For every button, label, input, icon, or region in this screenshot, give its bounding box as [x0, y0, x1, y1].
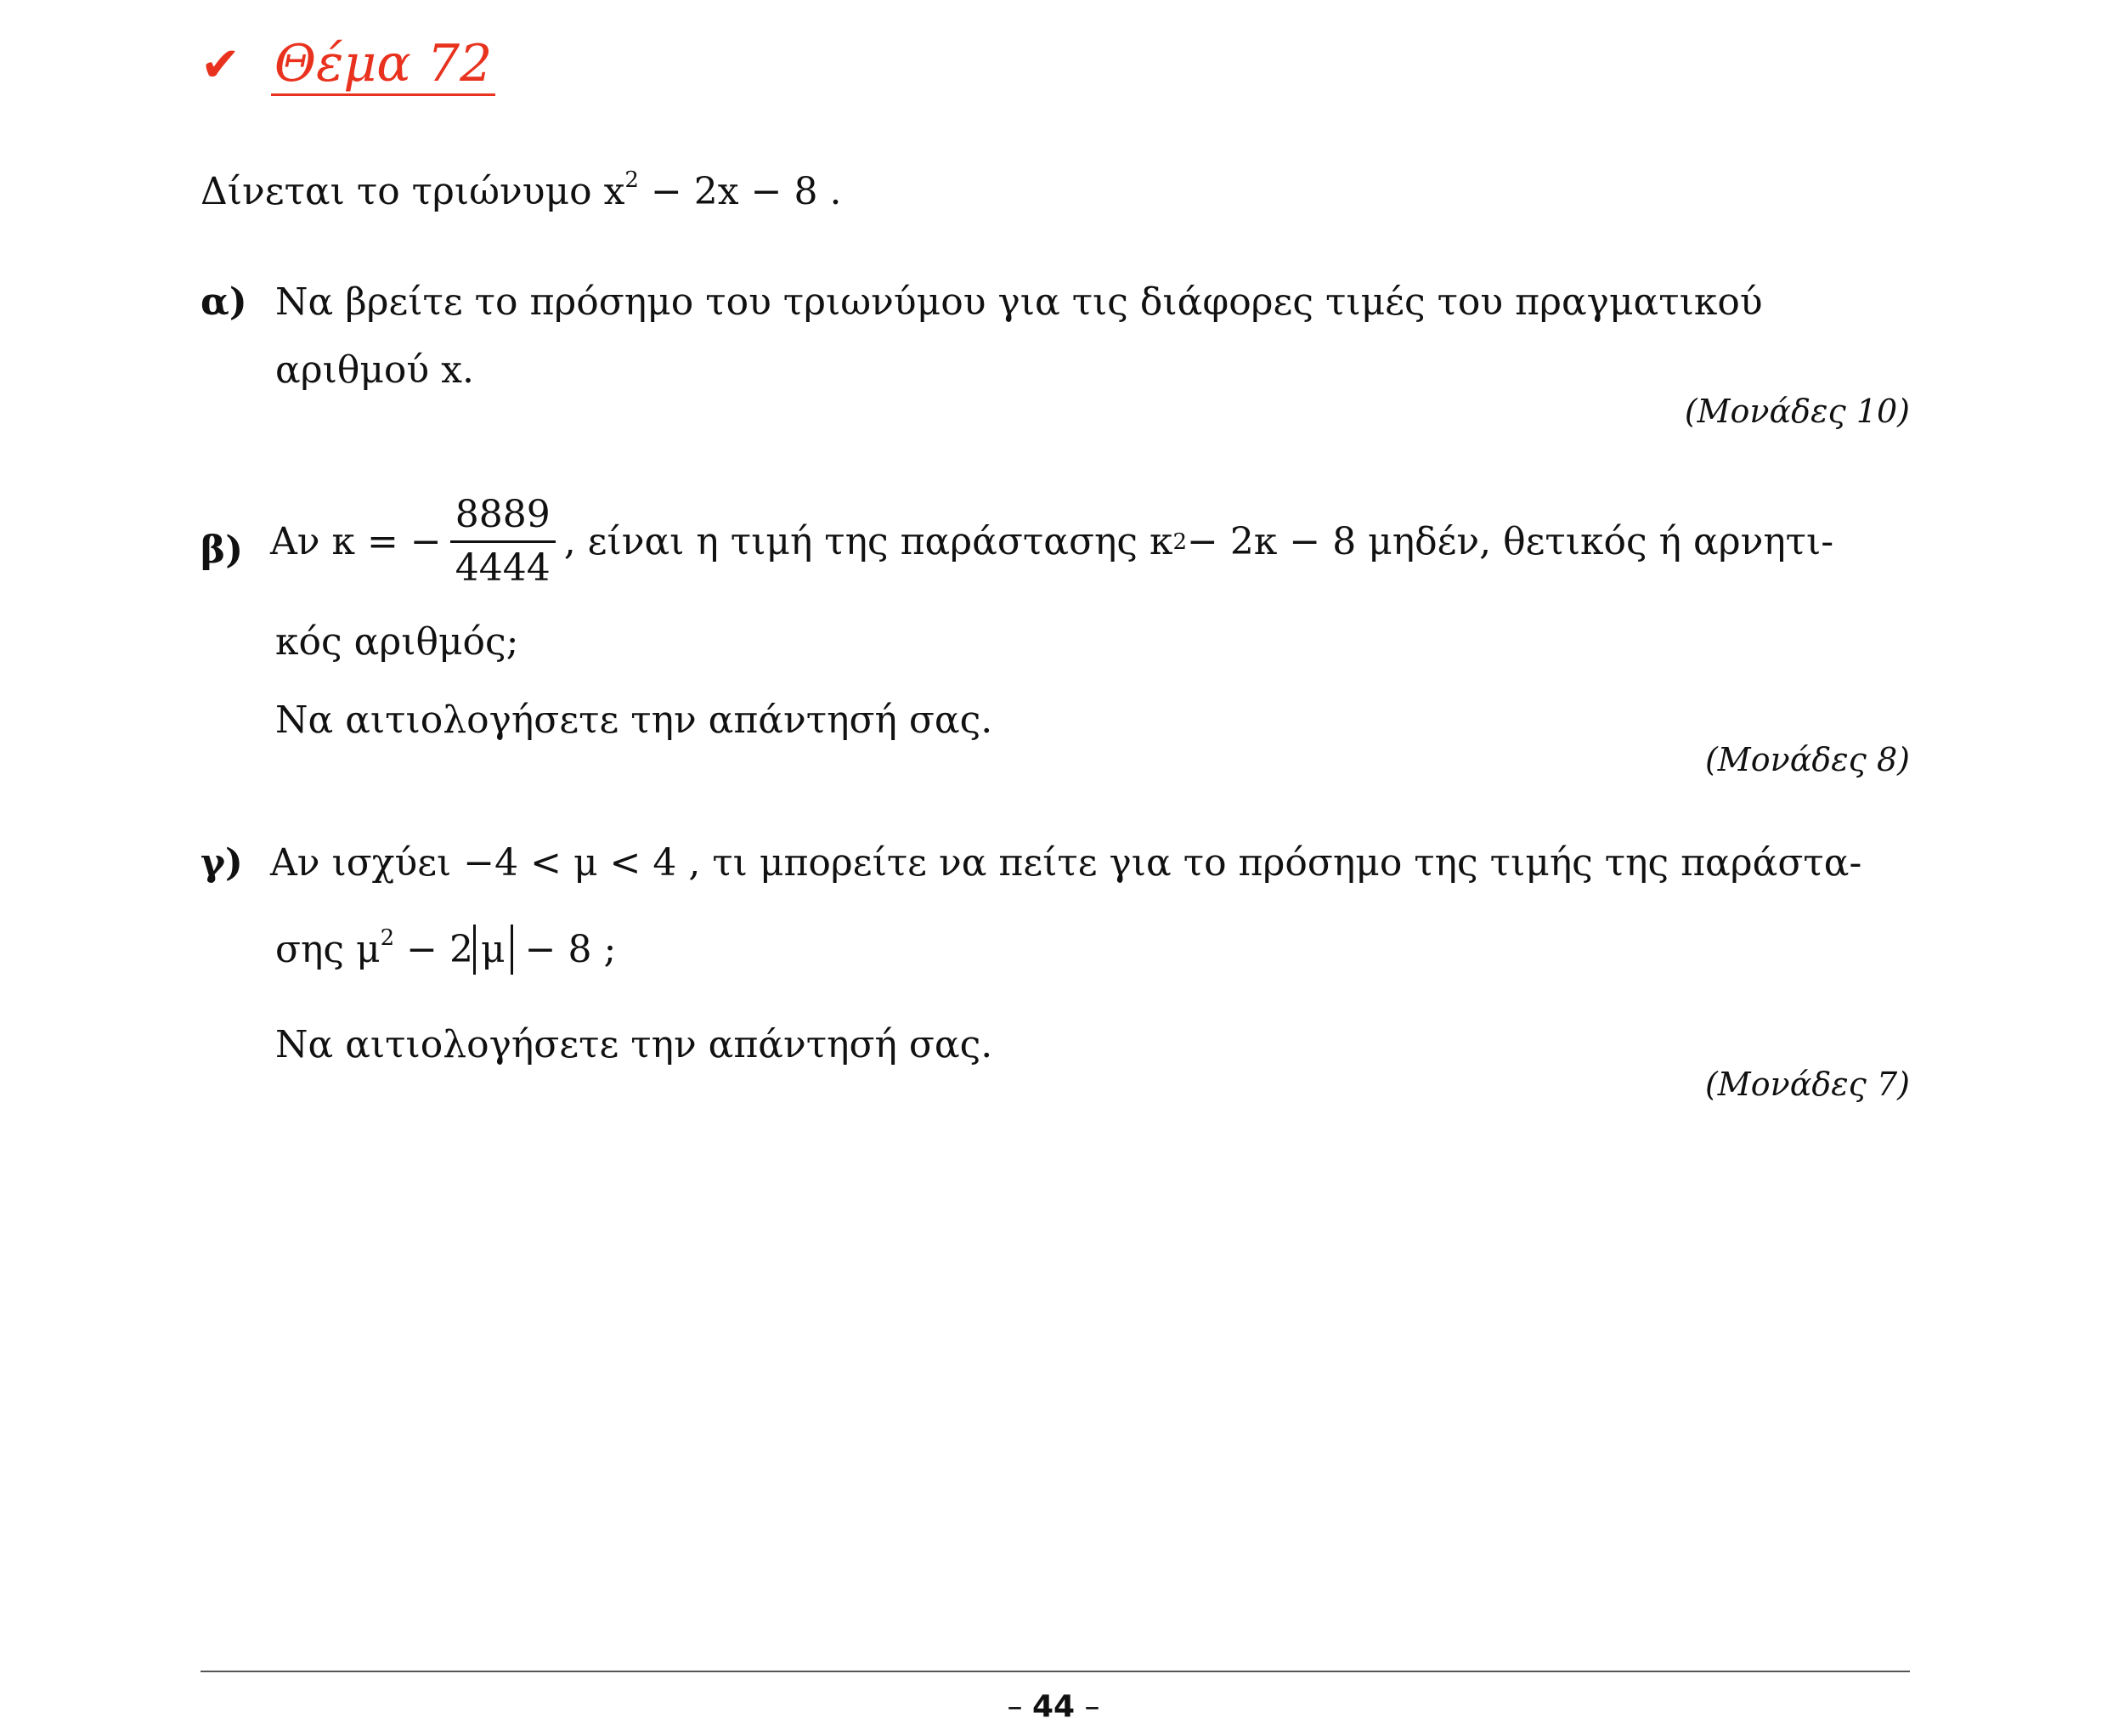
fraction-numerator: 8889 [450, 495, 556, 543]
part-a-line2: αριθμού x. [275, 348, 474, 392]
part-b-line2: κός αριθμός; [275, 620, 519, 664]
topic-title-text: Θέμα 72 [271, 36, 495, 96]
part-a-line1: Να βρείτε το πρόσημο του τριωνύμου για τις διάφορες τιμές του πραγματικού [275, 280, 1763, 324]
part-c-line3: Να αιτιολογήσετε την απάντησή σας. [275, 1023, 993, 1066]
part-b-label: β) [201, 529, 244, 572]
part-a-label: α) [201, 280, 247, 324]
part-c-marks: (Μονάδες 7) [1704, 1066, 1910, 1103]
part-c-label: γ) [201, 841, 243, 885]
checkmark-icon: ✔ [201, 37, 240, 93]
page-number: – 44 – [1007, 1689, 1100, 1724]
part-b-marks: (Μονάδες 8) [1704, 741, 1910, 778]
topic-title [201, 36, 495, 96]
part-a-marks: (Μονάδες 10) [1684, 393, 1910, 430]
absolute-value: μ [473, 925, 513, 975]
footer-divider [201, 1671, 1910, 1672]
part-c-line1: Αν ισχύει −4 < μ < 4 , τι μπορείτε να πείτε για το πρόσημο της τιμής της παράστα- [270, 841, 1862, 885]
part-b-line3: Να αιτιολογήσετε την απάντησή σας. [275, 698, 993, 742]
part-c-line2: σης $\mu^2 - 2$ μ − 8 ; [275, 925, 616, 975]
fraction [450, 495, 556, 590]
intro-line: Δίνεται το τριώνυμο $x^2 - 2x - 8$ . [201, 167, 842, 213]
part-b-line1: Αν κ = − $\frac{8889}{4444}$ , είναι η τιμή της παράστασης κ 2 − 2κ − 8 μηδέν, θετικός ή αρνητι- [270, 493, 1834, 591]
fraction-denominator: 4444 [455, 546, 551, 591]
